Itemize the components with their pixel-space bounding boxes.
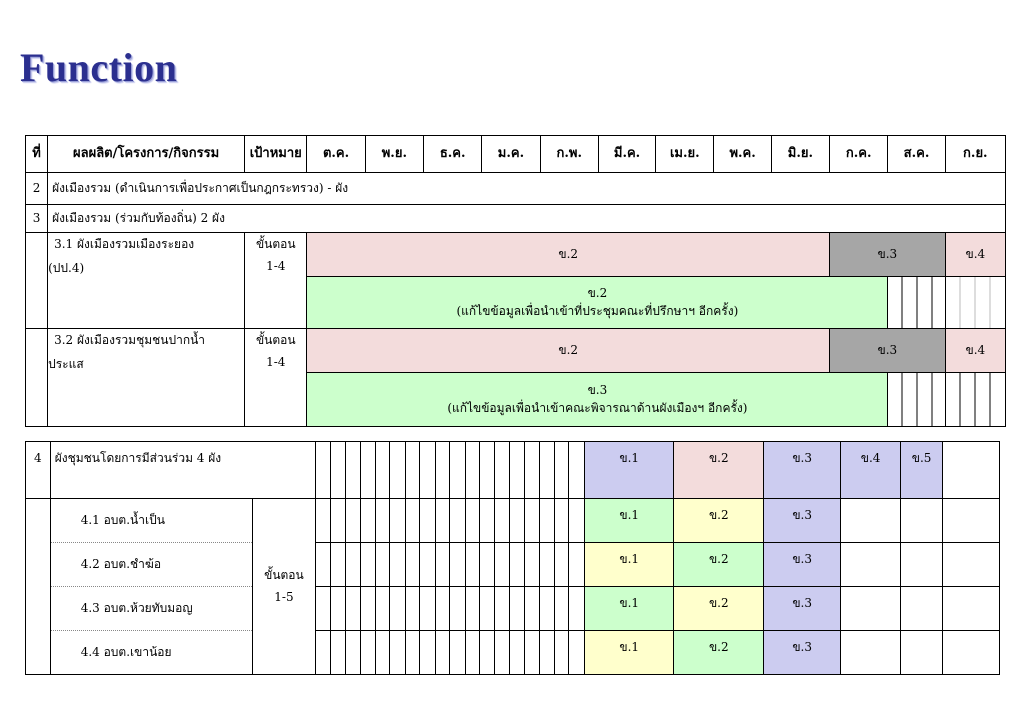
- grid-cell: [841, 543, 901, 587]
- grid-cell: [479, 543, 494, 587]
- grid-cell: [420, 587, 435, 631]
- grid-cell: [479, 631, 494, 675]
- grid-cell: [405, 499, 419, 543]
- header-month: ม.ค.: [482, 136, 540, 173]
- table-row: [26, 233, 1006, 277]
- target-line: ขั้นตอน: [264, 567, 304, 582]
- grid-cell: [330, 587, 345, 631]
- table-row: [26, 543, 1000, 587]
- grid-cell: [316, 587, 330, 631]
- grid-cell: [495, 543, 509, 587]
- grid-cell: [900, 499, 942, 543]
- grid-cell: [435, 631, 449, 675]
- target-line: 1-5: [274, 589, 294, 604]
- target-line: ขั้นตอน: [255, 333, 296, 347]
- header-month: มี.ค.: [598, 136, 655, 173]
- table-row: [26, 173, 1006, 205]
- grid-cell: [450, 543, 465, 587]
- revision-line: ข.3: [587, 382, 608, 397]
- grid-cell: [316, 499, 330, 543]
- stage-cell: ข.1: [584, 442, 674, 499]
- grid-cell: [420, 499, 435, 543]
- grid-cell: [509, 631, 524, 675]
- grid-cell: [495, 631, 509, 675]
- header-month: พ.ย.: [365, 136, 423, 173]
- grid-cell: [539, 587, 554, 631]
- grid-cell: [450, 442, 465, 499]
- grid-cell: [509, 442, 524, 499]
- item-line: 3.1 ผังเมืองรวมเมืองระยอง: [54, 237, 195, 251]
- grid-cell: [555, 543, 569, 587]
- grid-cell: [479, 499, 494, 543]
- grid-cell: [376, 442, 390, 499]
- stage-cell: ข.2: [674, 631, 764, 675]
- grid-cell: [360, 543, 375, 587]
- header-row: [26, 136, 1006, 173]
- stage-cell: ข.1: [584, 631, 674, 675]
- grid-cell: [360, 587, 375, 631]
- grid-cell: [509, 543, 524, 587]
- table-row: [26, 205, 1006, 233]
- target-cell: [245, 329, 307, 427]
- revision-line: (แก้ไขข้อมูลเพื่อนำเข้าที่ประชุมคณะที่ปรึกษาฯ อีกครั้ง): [456, 303, 739, 318]
- grid-cell: [330, 442, 345, 499]
- grid-cell: [555, 631, 569, 675]
- stage-cell: ข.3: [764, 543, 841, 587]
- grid-cell: [376, 631, 390, 675]
- grid-cell: [390, 543, 405, 587]
- item-line: ประแส: [48, 356, 84, 371]
- item-line: 3.2 ผังเมืองรวมชุมชนปากน้ำ: [54, 333, 206, 347]
- header-month: ส.ค.: [888, 136, 945, 173]
- header-target: เป้าหมาย: [245, 136, 307, 173]
- row-no: 2: [26, 173, 48, 205]
- stage-cell: ข.3: [764, 499, 841, 543]
- grid-cell: [525, 587, 539, 631]
- table-row: [26, 499, 1000, 543]
- grid-cell: [435, 543, 449, 587]
- grid-cell: [943, 587, 1000, 631]
- revision-bar: [307, 373, 888, 427]
- row-text: ผังเมืองรวม (ร่วมกับท้องถิ่น) 2 ผัง: [48, 205, 1006, 233]
- grid-cell: [420, 631, 435, 675]
- grid-cell: [316, 543, 330, 587]
- grid-cell: [390, 631, 405, 675]
- stage-cell: ข.3: [764, 587, 841, 631]
- grid-cell: [405, 587, 419, 631]
- header-item: ผลผลิต/โครงการ/กิจกรรม: [48, 136, 245, 173]
- grid-cell: [390, 499, 405, 543]
- grid-cell: [539, 442, 554, 499]
- stage-cell: ข.1: [584, 499, 674, 543]
- stage-cell: ข.4: [841, 442, 901, 499]
- target-cell: [252, 499, 316, 675]
- target-cell: [245, 233, 307, 329]
- grid-cell: [943, 442, 1000, 499]
- grid-cell: [346, 543, 360, 587]
- target-line: ขั้นตอน: [255, 237, 296, 251]
- grid-cell: [316, 442, 330, 499]
- item-line: (ปป.4): [48, 260, 85, 275]
- revision-line: (แก้ไขข้อมูลเพื่อนำเข้าคณะพิจารณาด้านผังเมืองฯ อีกครั้ง): [447, 400, 748, 415]
- grid-cell: [450, 587, 465, 631]
- revision-line: ข.2: [587, 285, 608, 300]
- grid-cell: [479, 587, 494, 631]
- sub-item-label: 4.3 อบต.ห้วยทับมอญ: [50, 587, 252, 631]
- grid-cell: [539, 499, 554, 543]
- header-month: มิ.ย.: [771, 136, 829, 173]
- grid-cell: [945, 277, 1005, 329]
- grid-cell: [450, 631, 465, 675]
- target-line: 1-4: [266, 258, 286, 273]
- sub-item-label: 4.4 อบต.เขาน้อย: [50, 631, 252, 675]
- grid-cell: [569, 543, 584, 587]
- stage-cell: ข.1: [584, 587, 674, 631]
- grid-cell: [569, 499, 584, 543]
- schedule-table-2: [25, 441, 1000, 675]
- item-cell: [48, 329, 245, 427]
- grid-cell: [346, 442, 360, 499]
- stage-cell: ข.1: [584, 543, 674, 587]
- schedule-table-1: [25, 135, 1006, 427]
- sub-item-label: 4.1 อบต.น้ำเป็น: [50, 499, 252, 543]
- grid-cell: [390, 587, 405, 631]
- item-cell: [48, 233, 245, 329]
- stage-cell: ข.2: [674, 587, 764, 631]
- grid-cell: [330, 631, 345, 675]
- grid-cell: [435, 587, 449, 631]
- grid-cell: [525, 543, 539, 587]
- grid-cell: [569, 442, 584, 499]
- stage-cell: ข.2: [674, 442, 764, 499]
- grid-cell: [405, 543, 419, 587]
- grid-cell: [943, 543, 1000, 587]
- grid-cell: [390, 442, 405, 499]
- header-month: ธ.ค.: [424, 136, 482, 173]
- grid-cell: [888, 373, 945, 427]
- grid-cell: [450, 499, 465, 543]
- grid-cell: [465, 587, 479, 631]
- row-no-empty: [26, 499, 51, 675]
- grid-cell: [555, 499, 569, 543]
- grid-cell: [943, 631, 1000, 675]
- grid-cell: [900, 543, 942, 587]
- grid-cell: [900, 631, 942, 675]
- grid-cell: [346, 499, 360, 543]
- grid-cell: [360, 499, 375, 543]
- grid-cell: [316, 631, 330, 675]
- header-month: ก.ย.: [945, 136, 1005, 173]
- grid-cell: [841, 499, 901, 543]
- grid-cell: [555, 587, 569, 631]
- table-row: [26, 587, 1000, 631]
- stage-bar: ข.2: [307, 233, 830, 277]
- grid-cell: [525, 499, 539, 543]
- grid-cell: [405, 631, 419, 675]
- header-month: ต.ค.: [307, 136, 365, 173]
- table-row: [26, 442, 1000, 499]
- grid-cell: [495, 442, 509, 499]
- row-text: ผังเมืองรวม (ดำเนินการเพื่อประกาศเป็นกฎกระทรวง) - ผัง: [48, 173, 1006, 205]
- header-month: พ.ค.: [714, 136, 771, 173]
- grid-cell: [479, 442, 494, 499]
- grid-cell: [539, 543, 554, 587]
- grid-cell: [841, 631, 901, 675]
- page-title: Function: [20, 45, 178, 90]
- grid-cell: [360, 631, 375, 675]
- grid-cell: [525, 442, 539, 499]
- header-month: เม.ย.: [656, 136, 714, 173]
- grid-cell: [943, 499, 1000, 543]
- header-no: ที่: [26, 136, 48, 173]
- grid-cell: [495, 587, 509, 631]
- target-line: 1-4: [266, 354, 286, 369]
- grid-cell: [509, 499, 524, 543]
- table-row: [26, 329, 1006, 373]
- grid-cell: [330, 543, 345, 587]
- grid-cell: [555, 442, 569, 499]
- row-no-empty: [26, 329, 48, 427]
- grid-cell: [420, 543, 435, 587]
- grid-cell: [888, 277, 945, 329]
- stage-cell: ข.2: [674, 499, 764, 543]
- grid-cell: [346, 631, 360, 675]
- sub-item-label: 4.2 อบต.ชำฆ้อ: [50, 543, 252, 587]
- grid-cell: [360, 442, 375, 499]
- grid-cell: [465, 631, 479, 675]
- grid-cell: [569, 631, 584, 675]
- grid-cell: [539, 631, 554, 675]
- grid-cell: [509, 587, 524, 631]
- grid-cell: [465, 499, 479, 543]
- header-month: ก.ค.: [830, 136, 888, 173]
- grid-cell: [330, 499, 345, 543]
- stage-bar: ข.2: [307, 329, 830, 373]
- stage-bar: ข.3: [830, 233, 946, 277]
- stage-cell: ข.3: [764, 631, 841, 675]
- row-text: ผังชุมชนโดยการมีส่วนร่วม 4 ผัง: [50, 442, 316, 499]
- grid-cell: [405, 442, 419, 499]
- row-no: 4: [26, 442, 51, 499]
- grid-cell: [435, 442, 449, 499]
- revision-bar: [307, 277, 888, 329]
- grid-cell: [435, 499, 449, 543]
- table-row: [26, 631, 1000, 675]
- grid-cell: [495, 499, 509, 543]
- grid-cell: [945, 373, 1005, 427]
- grid-cell: [841, 587, 901, 631]
- grid-cell: [376, 499, 390, 543]
- row-no: 3: [26, 205, 48, 233]
- grid-cell: [465, 543, 479, 587]
- stage-bar: ข.4: [945, 233, 1005, 277]
- grid-cell: [420, 442, 435, 499]
- grid-cell: [346, 587, 360, 631]
- grid-cell: [465, 442, 479, 499]
- grid-cell: [569, 587, 584, 631]
- stage-cell: ข.2: [674, 543, 764, 587]
- grid-cell: [525, 631, 539, 675]
- header-month: ก.พ.: [540, 136, 598, 173]
- stage-cell: ข.5: [900, 442, 942, 499]
- grid-cell: [900, 587, 942, 631]
- grid-cell: [376, 543, 390, 587]
- stage-bar: ข.4: [945, 329, 1005, 373]
- stage-bar: ข.3: [830, 329, 946, 373]
- stage-cell: ข.3: [764, 442, 841, 499]
- grid-cell: [376, 587, 390, 631]
- row-no-empty: [26, 233, 48, 329]
